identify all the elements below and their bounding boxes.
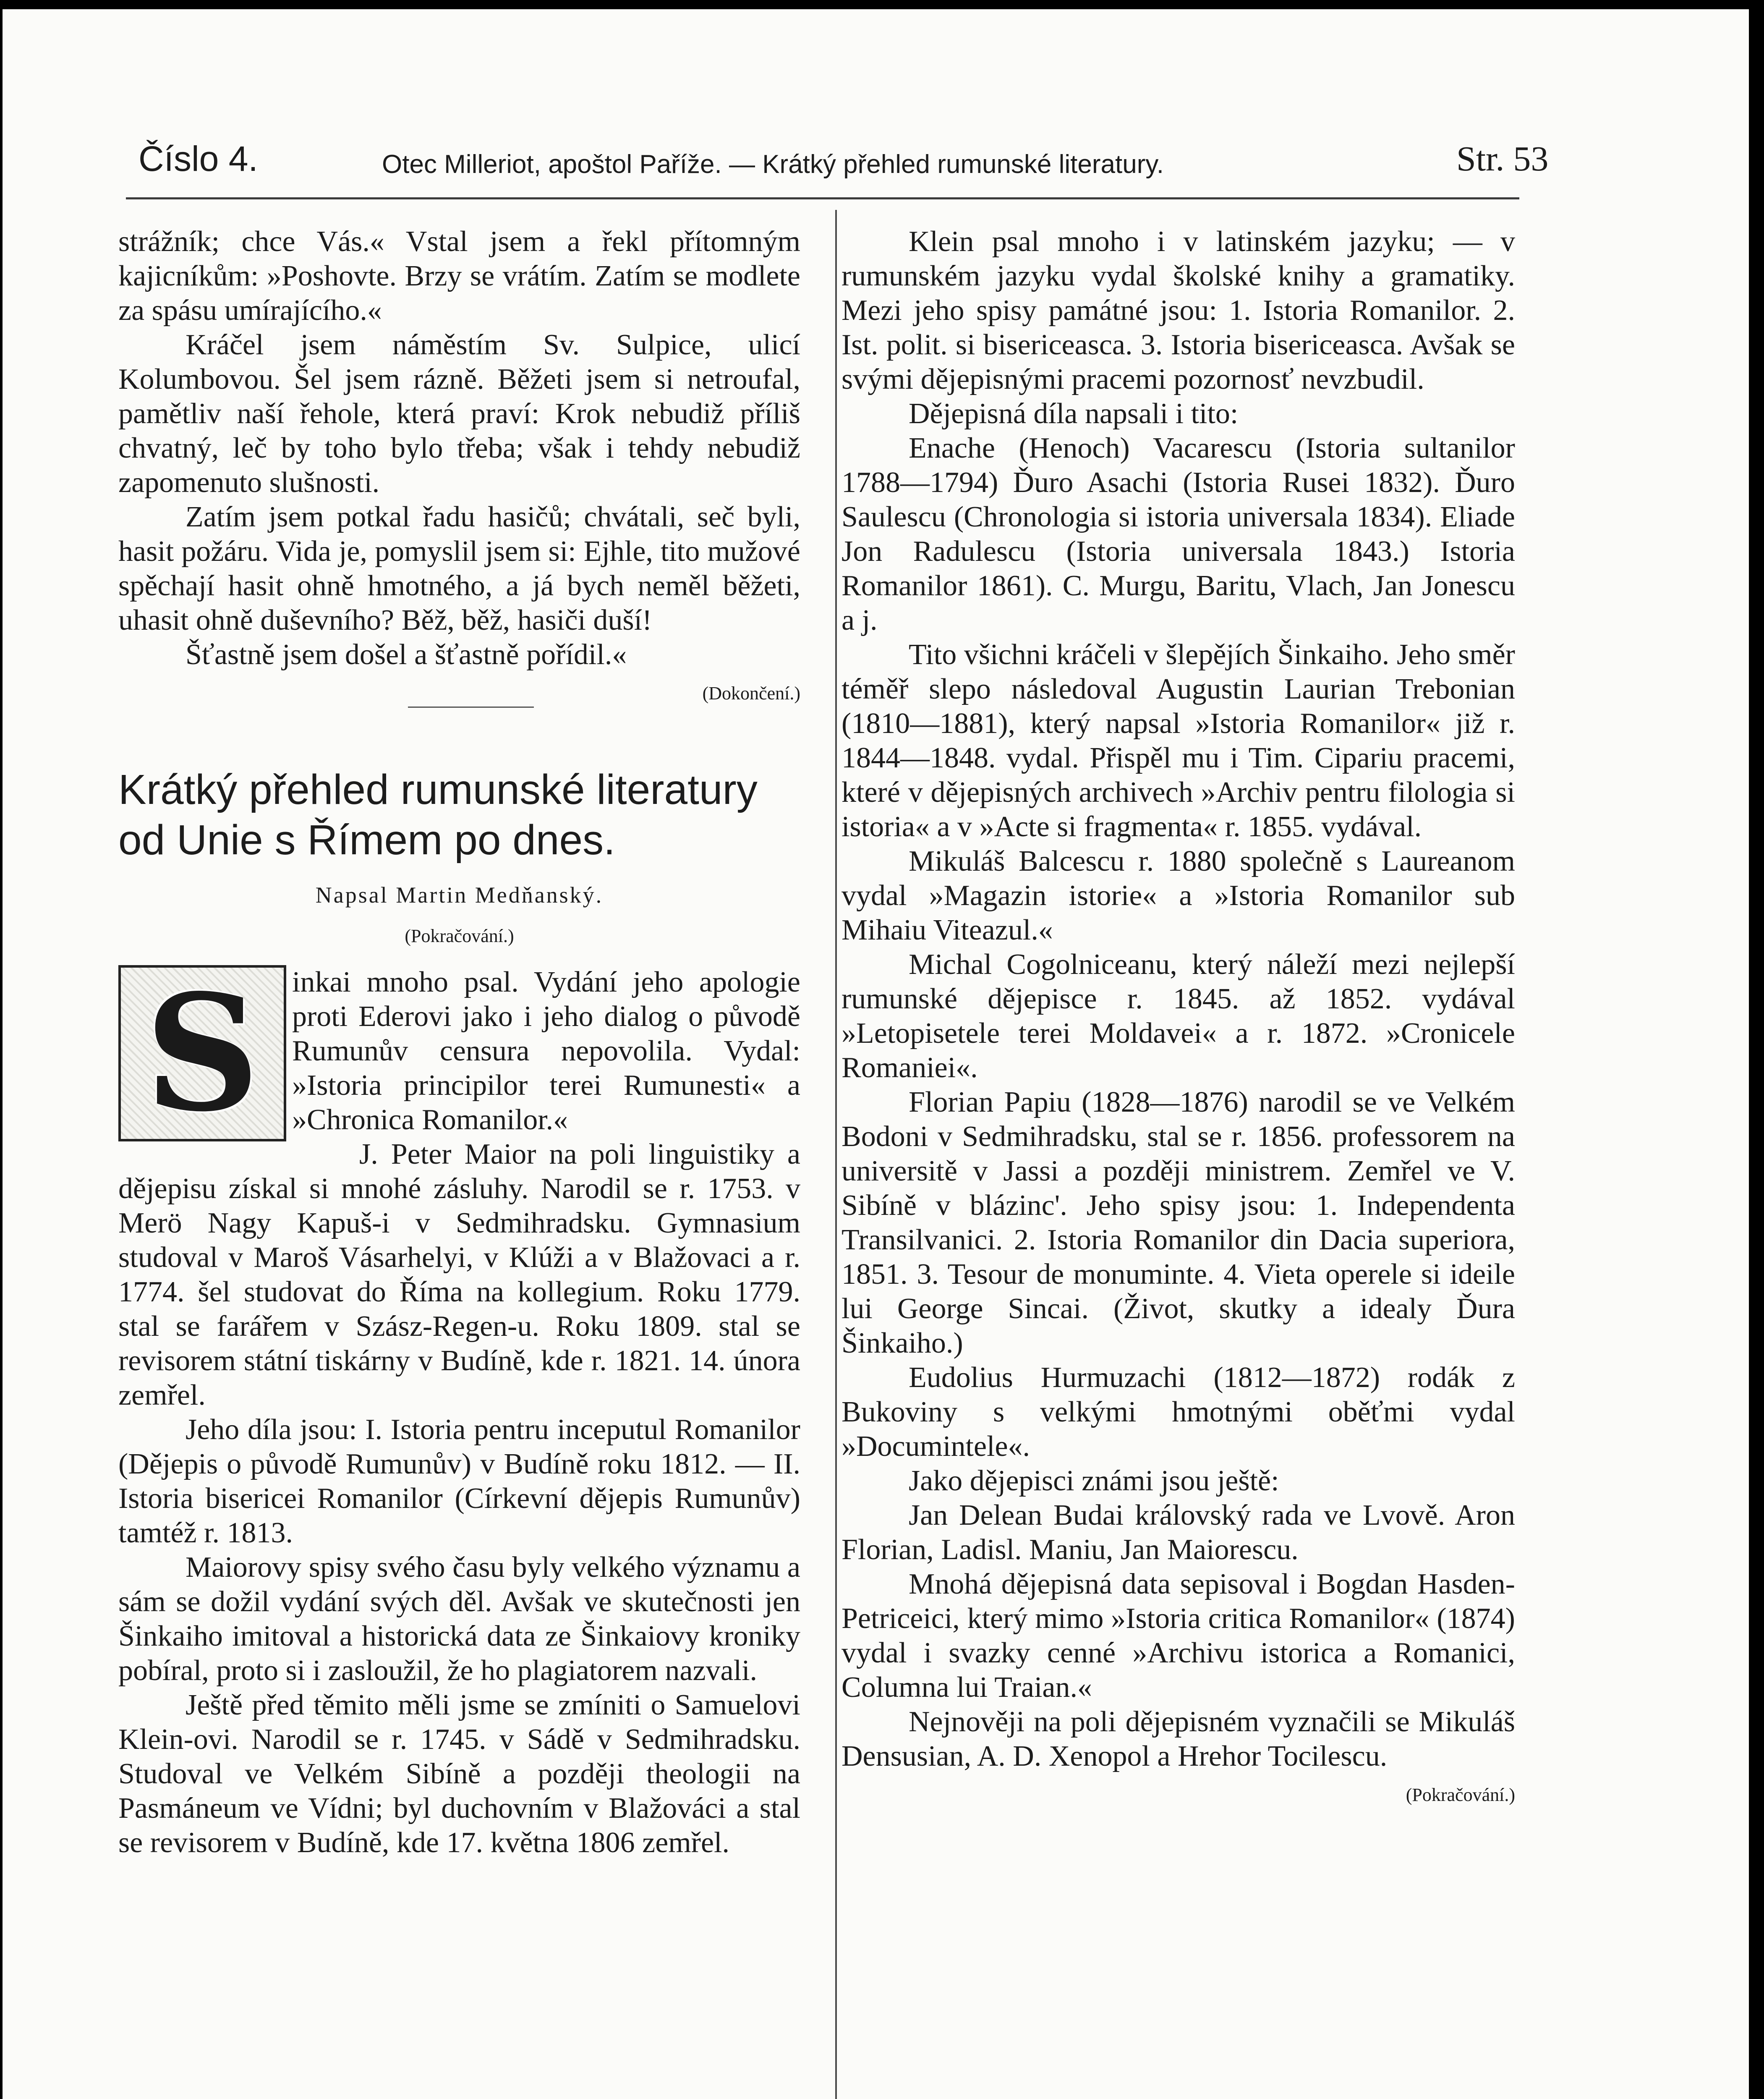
- scan-border-left: [0, 0, 3, 2099]
- paragraph: Mikuláš Balcescu r. 1880 společně s Laureanom vydal »Magazin istorie« a »Istoria Romanilor sub Mihaiu Viteazul.«: [841, 845, 1515, 946]
- paragraph: Jeho díla jsou: I. Istoria pentru inceputul Romanilor (Dějepis o původě Rumunův) v Budíně roku 1812. — II. Istoria bisericei Romanilor (Církevní dějepis Rumunův) tamtéž r. 1813.: [118, 1413, 800, 1549]
- column-rule: [835, 210, 837, 2099]
- dropcap-letter: S: [144, 959, 260, 1147]
- article-title: Krátký přehled rumunské literatury od Unie s Římem po dnes.: [118, 766, 758, 864]
- paragraph: Nejnověji na poli dějepisném vyznačili se Mikuláš Densusian, A. D. Xenopol a Hrehor Tocilescu.: [841, 1706, 1515, 1772]
- issue-number: Číslo 4.: [139, 139, 258, 178]
- paragraph: inkai mnoho psal. Vydání jeho apologie proti Ederovi jako i jeho dialog o původě Rumunův censura nepovolila. Vydal: »Istoria principilor terei Rumunesti« a »Chronica Romanilor.«: [292, 966, 800, 1136]
- paragraph: strážník; chce Vás.« Vstal jsem a řekl přítomným kajicníkům: »Poshovte. Brzy se vrátím. Zatím se modlete za spásu umírajícího.«: [118, 225, 800, 327]
- running-title: Otec Milleriot, apoštol Paříže. — Krátký přehled rumunské literatury.: [382, 150, 1164, 179]
- paragraph: Ještě před těmito měli jsme se zmíniti o Samuelovi Klein-ovi. Narodil se r. 1745. v Sádě v Sedmihradsku. Studoval ve Velkém Sibíně a později theologii na Pasmáneum ve Vídni; byl duchovním v Blažováci a stal se revisorem v Budíně, kde 17. května 1806 zemřel.: [118, 1689, 800, 1859]
- right-column: [841, 225, 1515, 1812]
- header-rule: [126, 197, 1519, 199]
- separator-rule: [408, 707, 534, 708]
- paragraph: Dějepisná díla napsali i tito:: [909, 398, 1239, 430]
- continuation-note-bottom: (Pokračování.): [1406, 1785, 1515, 1805]
- paragraph: Kráčel jsem náměstím Sv. Sulpice, ulicí Kolumbovou. Šel jsem rázně. Běžeti jsem si netroufal, pamětliv naší řehole, která praví: Krok nebudiž příliš chvatný, leč by toho bylo třeba; však i tehdy nebudiž zapomenuto slušnosti.: [118, 329, 800, 499]
- paragraph: Tito všichni kráčeli v šlepějích Šinkaiho. Jeho směr téměř slepo následoval Augustin Laurian Trebonian (1810—1881), který napsal »Istoria Romanilor« již r. 1844—1848. vydal. Přispěl mu i Tim. Cipariu pracemi, které v dějepisných archivech »Archiv pentru filologia si istoria« a v »Acte si fragmenta« r. 1855. vydával.: [841, 639, 1515, 843]
- left-column: [118, 225, 800, 1860]
- end-note: (Dokončení.): [702, 683, 800, 704]
- paragraph: Jako dějepisci známi jsou ještě:: [909, 1465, 1279, 1497]
- article-author: Napsal Martin Medňanský.: [315, 882, 604, 908]
- paragraph: Šťastně jsem došel a šťastně pořídil.«: [186, 639, 627, 671]
- paragraph: Klein psal mnoho i v latinském jazyku; — v rumunském jazyku vydal školské knihy a gramatiky. Mezi jeho spisy památné jsou: 1. Istoria Romanilor. 2. Ist. polit. si bisericeasca. 3. Istoria bisericeasca. Avšak se svými dějepisnými pracemi pozornosť nevzbudil.: [841, 225, 1515, 395]
- dropcap-ornament: [118, 959, 286, 1147]
- continuation-note: (Pokračování.): [405, 926, 514, 946]
- scan-border-right: [1749, 0, 1764, 2099]
- paragraph: Maiorovy spisy svého času byly velkého významu a sám se dožil vydání svých děl. Avšak ve skutečnosti jen Šinkaiho imitoval a historická data ze Šinkaiovy kroniky pobíral, proto si i zasloužil, že ho plagiatorem nazvali.: [118, 1551, 800, 1687]
- paragraph: J. Peter Maior na poli linguistiky a dějepisu získal si mnohé zásluhy. Narodil se r. 1753. v Merö Nagy Kapuš-i v Sedmihradsku. Gymnasium studoval v Maroš Vásarhelyi, v Klúži a v Blažovaci a r. 1774. šel studovat do Říma na kollegium. Roku 1779. stal se farářem v Szász-Regen-u. Roku 1809. stal se revisorem státní tiskárny v Budíně, kde r. 1821. 14. února zemřel.: [118, 1138, 800, 1411]
- paragraph: Eudolius Hurmuzachi (1812—1872) rodák z Bukoviny s velkými hmotnými oběťmi vydal »Documintele«.: [841, 1361, 1515, 1463]
- paragraph: Zatím jsem potkal řadu hasičů; chvátali, seč byli, hasit požáru. Vida je, pomyslil jsem si: Ejhle, tito mužové spěchají hasit ohně hmotného, a já bych neměl běžeti, uhasit ohně duševního? Běž, běž, hasiči duší!: [118, 501, 800, 636]
- paragraph: Michal Cogolniceanu, který náleží mezi nejlepší rumunské dějepisce r. 1845. až 1852. vydával »Letopisetele terei Moldavei« a r. 1872. »Cronicele Romaniei«.: [841, 948, 1515, 1084]
- paragraph: Florian Papiu (1828—1876) narodil se ve Velkém Bodoni v Sedmihradsku, stal se r. 1856. professorem na universitě v Jassi a později ministrem. Zemřel ve V. Sibíně v blázinc'. Jeho spisy jsou: 1. Independenta Transilvanici. 2. Istoria Romanilor din Dacia superiora, 1851. 3. Tesour de monuminte. 4. Vieta operele si ideile lui George Sincai. (Život, skutky a idealy Ďura Šinkaiho.): [841, 1086, 1515, 1359]
- paragraph: Mnohá dějepisná data sepisoval i Bogdan Hasden-Petriceici, který mimo »Istoria critica Romanilor« (1874) vydal i svazky cenné »Archivu istorica a Romanici, Columna lui Traian.«: [841, 1568, 1515, 1704]
- paragraph: Jan Delean Budai královský rada ve Lvově. Aron Florian, Ladisl. Maniu, Jan Maiorescu.: [841, 1499, 1515, 1566]
- scan-border-top: [0, 0, 1764, 9]
- paragraph: Enache (Henoch) Vacarescu (Istoria sultanilor 1788—1794) Ďuro Asachi (Istoria Rusei 1832). Ďuro Saulescu (Chronologia si istoria universala 1834). Eliade Jon Radulescu (Istoria universala 1843.) Istoria Romanilor 1861). C. Murgu, Baritu, Vlach, Jan Jonescu a j.: [841, 432, 1515, 636]
- page-number: Str. 53: [1456, 139, 1549, 178]
